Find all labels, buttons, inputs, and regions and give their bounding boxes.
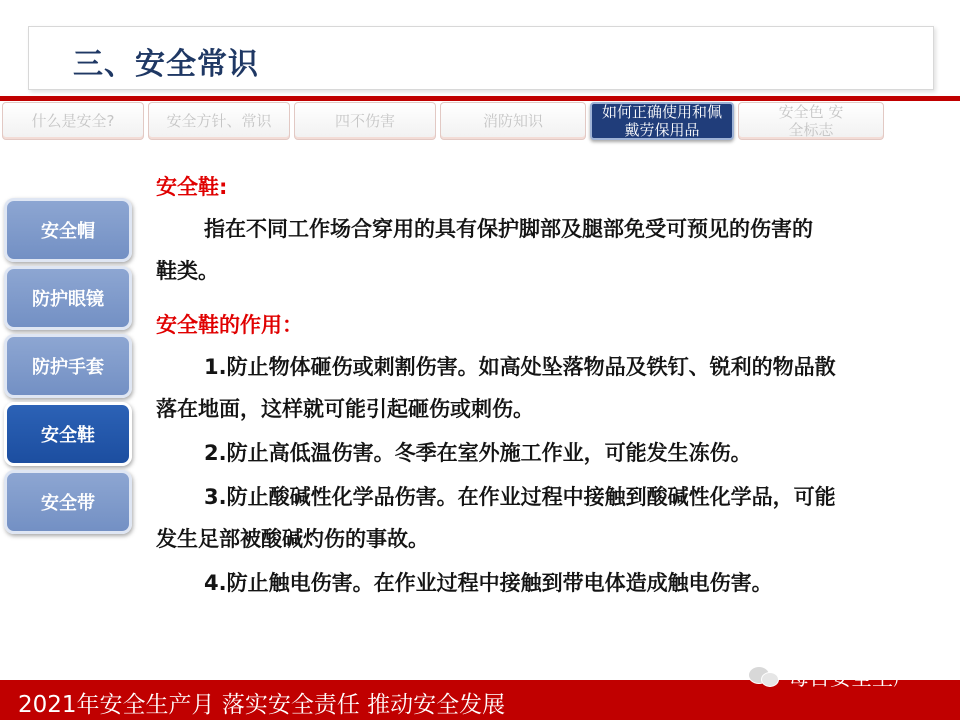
tab-safety-policy[interactable]: 安全方针、常识 <box>148 102 290 140</box>
point-1-line-2: 落在地面，这样就可能引起砸伤或刺伤。 <box>156 397 534 421</box>
watermark-text: 每日安全生产 <box>788 666 914 690</box>
side-item-safety-belt[interactable]: 安全带 <box>4 470 132 534</box>
tab-safety-colors-signs[interactable]: 安全色 安全标志 <box>738 102 884 140</box>
top-tab-bar <box>0 102 960 142</box>
wechat-watermark <box>748 662 914 692</box>
side-item-safety-gloves[interactable]: 防护手套 <box>4 334 132 398</box>
tab-ppe-usage[interactable]: 如何正确使用和佩戴劳保用品 <box>590 102 734 140</box>
point-2-line-1: 2.防止高低温伤害。冬季在室外施工作业，可能发生冻伤。 <box>204 441 752 465</box>
footer-slogan: 2021年安全生产月 落实安全责任 推动安全发展 <box>18 692 506 718</box>
tab-what-is-safety[interactable]: 什么是安全? <box>2 102 144 140</box>
heading-safety-shoes: 安全鞋: <box>156 175 228 199</box>
point-4-line-1: 4.防止触电伤害。在作业过程中接触到带电体造成触电伤害。 <box>204 571 773 595</box>
definition-line-1: 指在不同工作场合穿用的具有保护脚部及腿部免受可预见的伤害的 <box>204 217 813 241</box>
tab-four-no-harm[interactable]: 四不伤害 <box>294 102 436 140</box>
tab-fire-knowledge[interactable]: 消防知识 <box>440 102 586 140</box>
side-item-safety-shoes[interactable]: 安全鞋 <box>4 402 132 466</box>
definition-line-2: 鞋类。 <box>156 259 219 283</box>
side-item-safety-helmet[interactable]: 安全帽 <box>4 198 132 262</box>
point-3-line-1: 3.防止酸碱性化学品伤害。在作业过程中接触到酸碱性化学品，可能 <box>204 485 836 509</box>
point-1-line-1: 1.防止物体砸伤或刺割伤害。如高处坠落物品及铁钉、锐利的物品散 <box>204 355 836 379</box>
point-3-line-2: 发生足部被酸碱灼伤的事故。 <box>156 527 429 551</box>
page-title: 三、安全常识 <box>73 47 259 82</box>
title-divider <box>0 96 960 101</box>
heading-functions: 安全鞋的作用： <box>156 313 303 337</box>
wechat-icon <box>748 664 782 690</box>
side-item-safety-goggles[interactable]: 防护眼镜 <box>4 266 132 330</box>
title-card <box>28 26 934 90</box>
